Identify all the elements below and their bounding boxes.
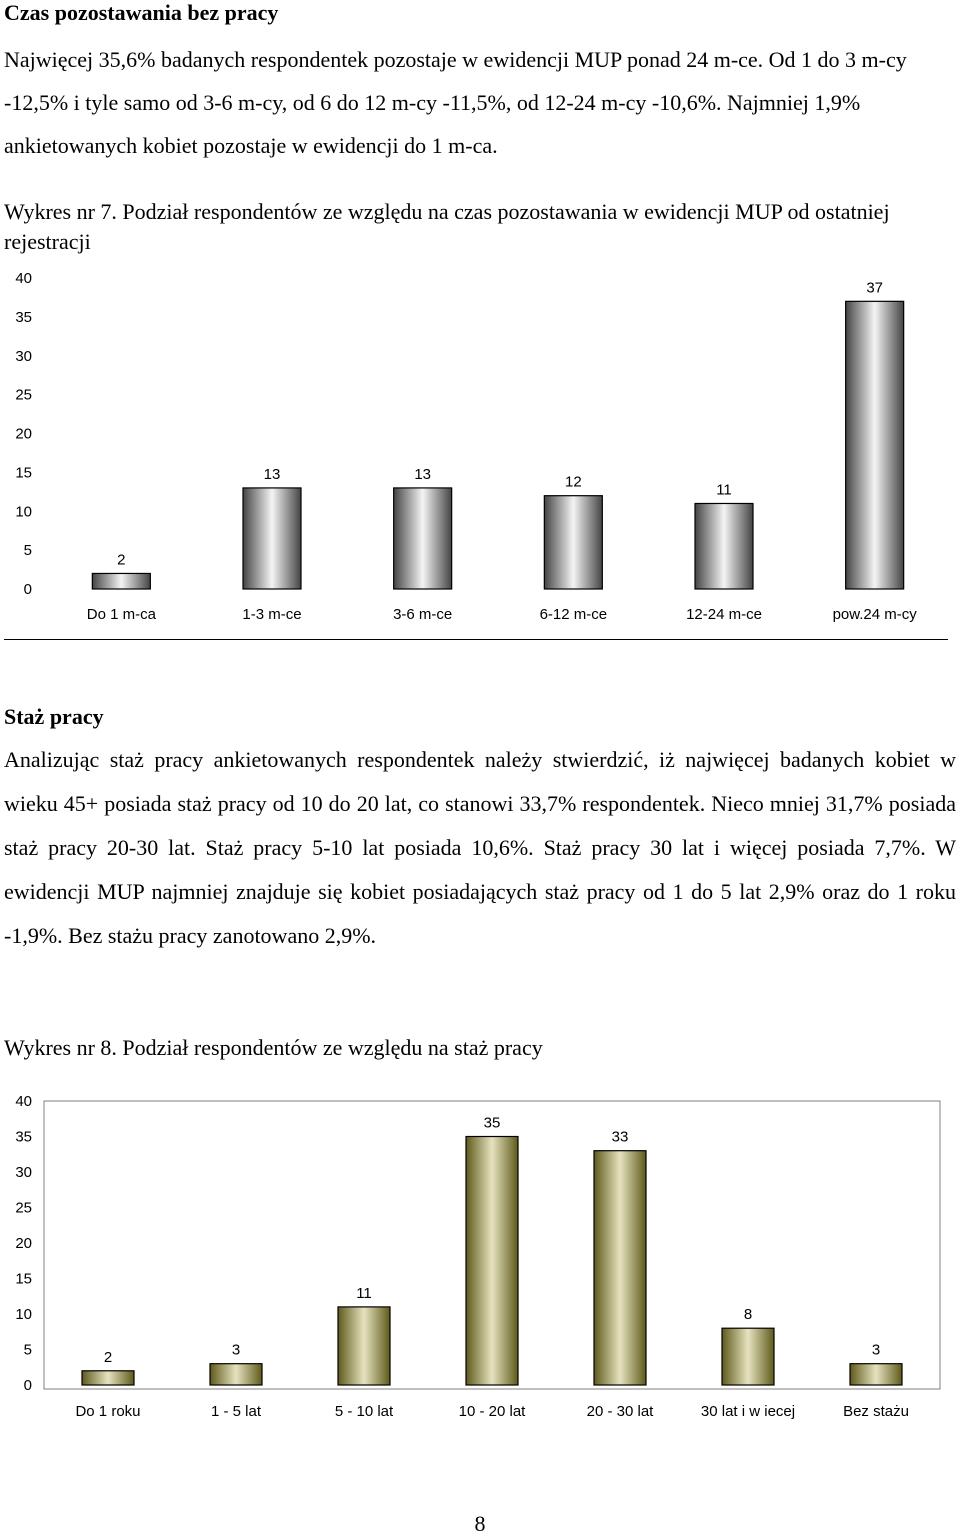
- y-tick-label: 40: [15, 270, 32, 287]
- category-label: 6-12 m-ce: [539, 606, 608, 623]
- chart-work-experience: [0, 1080, 960, 1430]
- y-tick-label: 25: [15, 386, 32, 404]
- bar: [544, 496, 602, 589]
- data-label: 8: [743, 1306, 753, 1324]
- category-label: 20 - 30 lat: [586, 1403, 654, 1420]
- section-divider: [4, 639, 948, 640]
- y-tick-label: 30: [15, 1164, 32, 1181]
- bar: [722, 1328, 774, 1385]
- section-heading-work-experience: Staż pracy: [4, 704, 104, 729]
- y-tick-label: 15: [15, 1270, 32, 1288]
- data-label: 35: [483, 1114, 501, 1132]
- y-tick-label: 35: [15, 308, 32, 326]
- data-label: 13: [263, 465, 281, 483]
- y-tick-label: 10: [15, 1306, 32, 1323]
- bar: [82, 1371, 134, 1385]
- section-heading-unemployment: Czas pozostawania bez pracy: [4, 0, 279, 25]
- bar: [243, 488, 301, 589]
- data-label: 37: [866, 279, 884, 297]
- category-label: 3-6 m-ce: [393, 606, 453, 623]
- bar: [338, 1307, 390, 1385]
- bar: [850, 1364, 902, 1385]
- chart7-caption: Wykres nr 7. Podział respondentów ze względu na czas pozostawania w ewidencji MUP od ostatniej rejestracji: [4, 199, 890, 254]
- category-label: 1-3 m-ce: [242, 606, 302, 623]
- data-label: 13: [414, 465, 432, 483]
- category-label: 5 - 10 lat: [334, 1403, 394, 1420]
- category-label: Bez stażu: [843, 1403, 909, 1420]
- chart8-caption: Wykres nr 8. Podział respondentów ze względu na staż pracy: [4, 1035, 543, 1060]
- bar: [466, 1137, 518, 1386]
- bar: [394, 488, 452, 589]
- y-tick-label: 0: [23, 1377, 32, 1394]
- bar: [92, 573, 150, 589]
- bar: [695, 503, 753, 589]
- category-label: 10 - 20 lat: [458, 1403, 526, 1420]
- y-tick-label: 40: [15, 1093, 32, 1110]
- data-label: 11: [356, 1284, 372, 1302]
- data-label: 11: [716, 481, 732, 499]
- category-label: pow.24 m-cy: [832, 606, 917, 623]
- category-label: 30 lat i w iecej: [700, 1403, 796, 1420]
- y-tick-label: 0: [23, 581, 32, 598]
- y-tick-label: 20: [15, 425, 32, 443]
- y-tick-label: 25: [15, 1199, 32, 1217]
- y-tick-label: 10: [15, 503, 32, 521]
- work-experience-paragraph: Analizując staż pracy ankietowanych respondentek należy stwierdzić, iż najwięcej badanych kobiet w wieku 45+ posiada staż pracy od 10 do 20 lat, co stanowi 33,7% respondentek. Nieco mniej 31,7% posiada staż pracy 20-30 lat. Staż pracy 5-10 lat posiada 10,6%. Staż pracy 30 lat i więcej posiada 7,7%. W ewidencji MUP najmniej znajduje się kobiet posiadających staż pracy od 1 do 5 lat 2,9% oraz do 1 roku -1,9%. Bez stażu pracy zanotowano 2,9%.: [4, 747, 956, 948]
- data-label: 3: [231, 1341, 241, 1359]
- category-label: Do 1 roku: [75, 1403, 141, 1420]
- y-tick-label: 15: [15, 464, 32, 482]
- bar: [210, 1364, 262, 1385]
- data-label: 12: [564, 473, 582, 491]
- y-tick-label: 30: [15, 347, 32, 365]
- y-tick-label: 5: [23, 1341, 32, 1359]
- category-label: 12-24 m-ce: [686, 606, 762, 623]
- unemployment-paragraph: Najwięcej 35,6% badanych respondentek pozostaje w ewidencji MUP ponad 24 m-ce. Od 1 do 3 m-cy -12,5% i tyle samo od 3-6 m-cy, od 6 do 12 m-cy -11,5%, od 12-24 m-cy -10,6%. Najmniej 1,9% ankietowanych kobiet pozostaje w ewidencji do 1 m-ca.: [4, 47, 907, 158]
- y-tick-label: 35: [15, 1128, 32, 1146]
- data-label: 3: [871, 1341, 881, 1359]
- bar: [594, 1151, 646, 1385]
- chart-unemployment-duration: [0, 262, 960, 634]
- data-label: 2: [117, 551, 126, 569]
- bar: [846, 301, 904, 589]
- category-label: Do 1 m-ca: [86, 606, 156, 623]
- page-number: 8: [474, 1511, 486, 1536]
- y-tick-label: 5: [23, 542, 32, 560]
- category-label: 1 - 5 lat: [210, 1403, 262, 1420]
- data-label: 2: [103, 1348, 113, 1366]
- data-label: 33: [611, 1128, 629, 1146]
- y-tick-label: 20: [15, 1235, 32, 1252]
